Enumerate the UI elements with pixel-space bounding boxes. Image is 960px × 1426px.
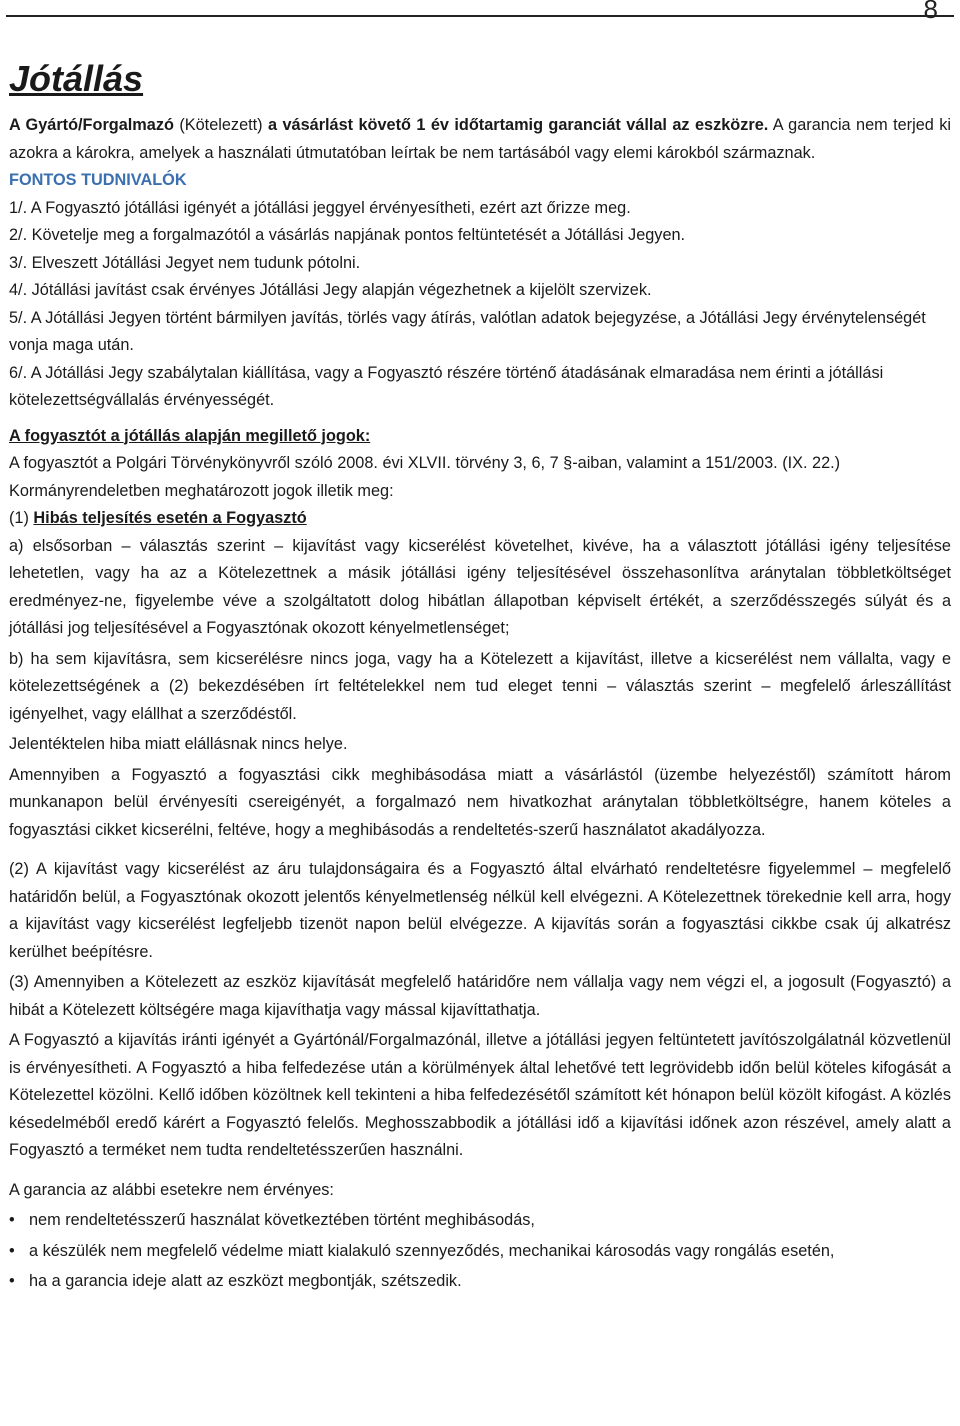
- paragraph-minor-defect: Jelentéktelen hiba miatt elállásnak nincs helye.: [9, 735, 348, 753]
- important-item-2: 2/. Követelje meg a forgalmazótól a vásárlás napjának pontos feltüntetését a Jótállási Jegyen.: [9, 226, 686, 244]
- document-body: [9, 54, 951, 1296]
- important-item-5: 5/. A Jótállási Jegyen történt bármilyen javítás, törlés vagy átírás, valótlan adatok bejegyzése, a Jótállási Jegy érvénytelenségét vonja maga után.: [9, 308, 926, 354]
- section-1-heading: [9, 505, 951, 533]
- intro-paragraph: [9, 112, 951, 167]
- list-item-text: nem rendeltetésszerű használat következtében történt meghibásodás,: [29, 1211, 535, 1229]
- bullet-icon: •: [9, 1241, 15, 1260]
- bullet-icon: •: [9, 1211, 15, 1229]
- important-item-6: 6/. A Jótállási Jegy szabálytalan kiállítása, vagy a Fogyasztó részére történő átadásának elmaradása nem érinti a jótállási kötelezettségvállalás érvényességét.: [9, 363, 884, 409]
- rights-intro: A fogyasztót a Polgári Törvénykönyvről szóló 2008. évi XLVII. törvény 3, 6, 7 §-aiban, valamint a 151/2003. (IX. 22.) Kormányrendeletben meghatározott jogok illetik meg:: [9, 454, 841, 500]
- paragraph-b: b) ha sem kijavításra, sem kicserélésre nincs joga, vagy ha a Kötelezett a kijavítást, illetve a kicserélést nem vállalta, vagy e kötelezettségének a (2) bekezdésében írt feltételekkel nem tud eleget tenni – választás szerint – megfelelő árleszállítást igényelhet, vagy elállhat a szerződéstől.: [9, 649, 951, 723]
- rights-heading: A fogyasztót a jótállás alapján megillető jogok:: [9, 426, 371, 445]
- header-rule: [6, 15, 954, 17]
- list-item: [9, 1268, 951, 1296]
- section-1-title: Hibás teljesítés esetén a Fogyasztó: [33, 509, 307, 527]
- paragraph-a: a) elsősorban – választás szerint – kijavítást vagy kicserélést követelhet, kivéve, ha a választott jótállási igény teljesítése lehetetlen, vagy ha az a Kötelezettnek a másik jótállási igény teljesítésével összehasonlítva aránytalan többletköltséget eredményez-ne, figyelembe véve a szolgáltatott dolog hibátlan állapotban képviselt értékét, a szerződésszegés súlyát és a jótállási jog teljesítésével a Fogyasztónak okozott kényelmetlenséget;: [9, 536, 951, 637]
- paragraph-2: (2) A kijavítást vagy kicserélést az áru tulajdonságaira és a Fogyasztó által elvárható rendeltetésre figyelemmel – megfelelő határidőn belül, a Fogyasztónak okozott jelentős kényelmetlenség nélkül kell elvégezni. A Kötelezettnek törekednie kell arra, hogy a kijavítást vagy kicserélést legfeljebb tizenöt napon belül elvégezze. A kijavítás során a fogyasztási cikkbe csak új alkatrész kerülhet beépítésre.: [9, 860, 951, 961]
- list-item: [9, 1207, 951, 1235]
- list-item-text: ha a garancia ideje alatt az eszközt megbontják, szétszedik.: [29, 1272, 462, 1290]
- list-item: [9, 1238, 951, 1266]
- list-item-text: a készülék nem megfelelő védelme miatt kialakuló szennyeződés, mechanikai károsodás vagy rongálás esetén,: [29, 1241, 835, 1260]
- intro-obligor: (Kötelezett): [173, 116, 269, 134]
- invalid-cases-list: [9, 1207, 951, 1296]
- invalid-heading: A garancia az alábbi esetekre nem érvényes:: [9, 1180, 334, 1199]
- page-title: Jótállás: [9, 58, 144, 99]
- paragraph-claim: A Fogyasztó a kijavítás iránti igényét a Gyártónál/Forgalmazónál, illetve a jótállási jegyen feltüntetett javítószolgálatnál közvetlenül is érvényesítheti. A Fogyasztó a hiba felfedezése után a körülmények által lehetővé tett legrövidebb időn belül köteles kifogását a Kötelezettel közölni. Kellő időben közöltnek kell tekinteni a hiba felfedezésétől számított két hónapon belül közölt kifogást. A közlés késedelméből eredő kárért a Fogyasztó felelős. Meghosszabbodik a jótállási idő a kijavítási időnek azon részével, amely alatt a Fogyasztó a terméket nem tudta rendeltetésszerűen használni.: [9, 1031, 951, 1159]
- paragraph-exchange: Amennyiben a Fogyasztó a fogyasztási cikk meghibásodása miatt a vásárlástól (üzembe helyezéstől) számított három munkanapon belül érvényesíti csereigényét, a forgalmazó nem hivatkozhat aránytalan többletköltségre, hanem köteles a fogyasztási cikket kicserélni, feltéve, hogy a meghibásodás a rendeltetés-szerű használatot akadályozza.: [9, 765, 951, 839]
- paragraph-3: (3) Amennyiben a Kötelezett az eszköz kijavítását megfelelő határidőre nem vállalja vagy nem végzi el, a jogosult (Fogyasztó) a hibát a Kötelezett költségére maga kijavíthatja vagy mással kijavíttathatja.: [9, 973, 951, 1019]
- intro-warranty-term: a vásárlást követő 1 év időtartamig garanciát vállal az eszközre.: [268, 116, 769, 134]
- important-item-3: 3/. Elveszett Jótállási Jegyet nem tudunk pótolni.: [9, 253, 361, 272]
- bullet-icon: •: [9, 1272, 15, 1290]
- important-item-1: 1/. A Fogyasztó jótállási igényét a jótállási jeggyel érvényesítheti, ezért azt őrizze meg.: [9, 198, 631, 217]
- section-1-number: (1): [9, 509, 34, 527]
- intro-exclusions: A garancia nem terjed ki azokra a károkra, amelyek a használati útmutatóban leírtak be nem tartásából vagy elemi károkból származnak.: [9, 116, 951, 162]
- important-item-4: 4/. Jótállási javítást csak érvényes Jótállási Jegy alapján végezhetnek a kijelölt szervizek.: [9, 281, 652, 299]
- intro-manufacturer: A Gyártó/Forgalmazó: [9, 116, 174, 134]
- page-number: 8: [923, 0, 938, 24]
- important-heading: FONTOS TUDNIVALÓK: [9, 171, 187, 189]
